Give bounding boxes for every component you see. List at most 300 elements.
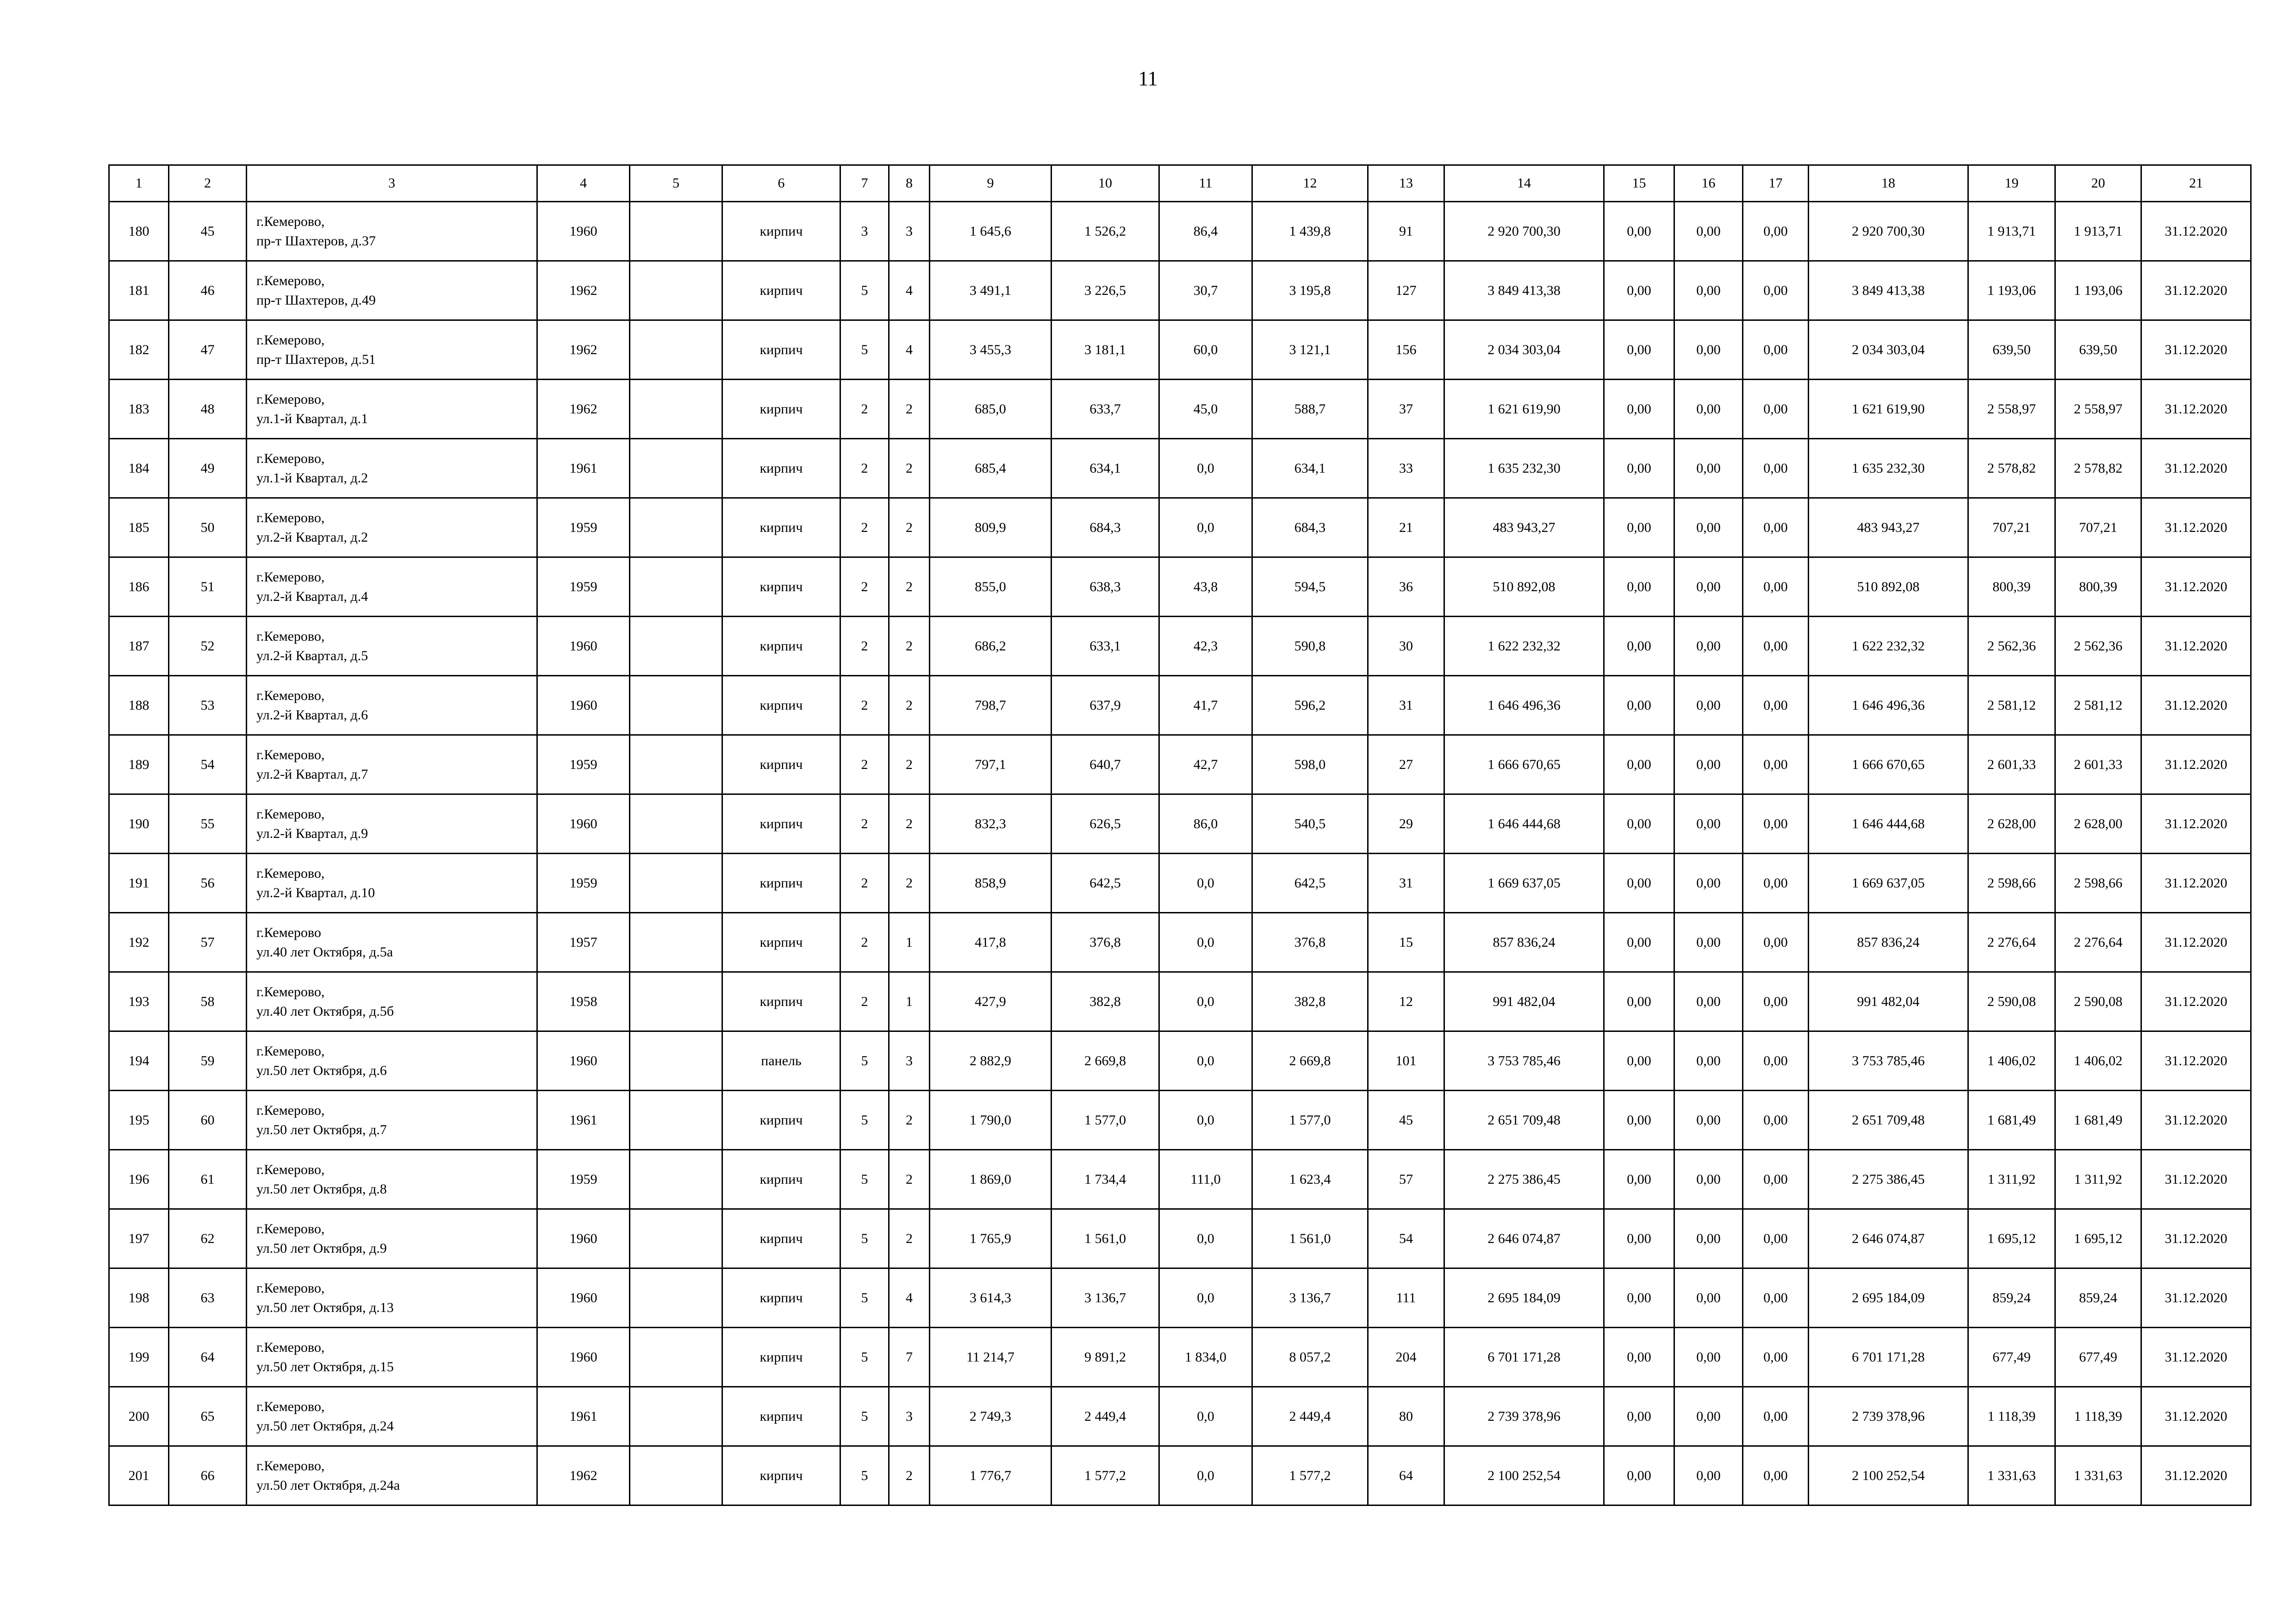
table-cell: 190	[109, 794, 169, 854]
table-cell: 809,9	[930, 498, 1052, 557]
table-cell: 2	[840, 854, 889, 913]
table-cell: 2 651 709,48	[1809, 1091, 1968, 1150]
table-cell: 0,00	[1674, 380, 1743, 439]
address-line: ул.50 лет Октября, д.6	[256, 1062, 387, 1078]
table-cell: 1 646 496,36	[1809, 676, 1968, 735]
table-row	[109, 557, 2251, 617]
table-cell: 37	[1368, 380, 1444, 439]
table-cell: 31.12.2020	[2141, 1387, 2251, 1446]
table-cell: 30	[1368, 617, 1444, 676]
table-cell: 1 406,02	[2055, 1031, 2141, 1091]
table-cell: 2	[840, 380, 889, 439]
table-cell: 0,00	[1604, 1446, 1674, 1505]
table-cell: 64	[169, 1328, 247, 1387]
table-cell: 0,00	[1743, 1209, 1809, 1268]
table-cell: 2	[889, 1150, 930, 1209]
table-cell: 590,8	[1252, 617, 1368, 676]
table-cell: 3 195,8	[1252, 261, 1368, 320]
table-cell: 634,1	[1052, 439, 1159, 498]
table-cell: 1959	[537, 498, 630, 557]
table-cell: 3	[889, 202, 930, 261]
table-cell: 686,2	[930, 617, 1052, 676]
table-cell: 0,00	[1674, 439, 1743, 498]
address-cell	[247, 1031, 537, 1091]
table-cell: 0,00	[1604, 972, 1674, 1031]
table-cell: 0,00	[1674, 557, 1743, 617]
table-cell: кирпич	[722, 1446, 840, 1505]
table-cell: 2	[840, 972, 889, 1031]
table-cell: 417,8	[930, 913, 1052, 972]
address-line: ул.50 лет Октября, д.24	[256, 1418, 394, 1434]
table-cell: 0,00	[1604, 854, 1674, 913]
table-cell: 0,00	[1604, 794, 1674, 854]
table-cell: 180	[109, 202, 169, 261]
table-cell: 197	[109, 1209, 169, 1268]
table-cell: 0,00	[1743, 676, 1809, 735]
table-cell: 0,00	[1674, 735, 1743, 794]
table-cell: 199	[109, 1328, 169, 1387]
table-cell: 187	[109, 617, 169, 676]
table-cell: 45,0	[1159, 380, 1252, 439]
table-cell: 3 136,7	[1052, 1268, 1159, 1328]
table-cell: 0,00	[1674, 913, 1743, 972]
address-cell	[247, 913, 537, 972]
table-cell: 0,00	[1604, 202, 1674, 261]
table-cell: 3 614,3	[930, 1268, 1052, 1328]
table-cell: 2	[889, 794, 930, 854]
column-header: 5	[630, 165, 722, 202]
table-cell: кирпич	[722, 320, 840, 380]
table-cell: 3 491,1	[930, 261, 1052, 320]
table-cell: 56	[169, 854, 247, 913]
address-line: г.Кемерово,	[256, 1221, 325, 1237]
table-cell: 0,00	[1743, 972, 1809, 1031]
table-cell: 42,7	[1159, 735, 1252, 794]
table-cell: 0,0	[1159, 1031, 1252, 1091]
table-cell: 200	[109, 1387, 169, 1446]
table-cell: 1 577,2	[1252, 1446, 1368, 1505]
table-cell: 382,8	[1252, 972, 1368, 1031]
table-cell: 1	[889, 972, 930, 1031]
address-cell	[247, 380, 537, 439]
table-cell: 642,5	[1052, 854, 1159, 913]
table-cell: 1 118,39	[2055, 1387, 2141, 1446]
table-cell: 427,9	[930, 972, 1052, 1031]
table-cell: 11 214,7	[930, 1328, 1052, 1387]
table-cell: 0,00	[1743, 794, 1809, 854]
table-cell: 798,7	[930, 676, 1052, 735]
column-header: 10	[1052, 165, 1159, 202]
table-cell: 2 034 303,04	[1809, 320, 1968, 380]
table-cell: 0,00	[1674, 1209, 1743, 1268]
table-cell: 1960	[537, 1209, 630, 1268]
table-cell: 31.12.2020	[2141, 854, 2251, 913]
table-cell: 1958	[537, 972, 630, 1031]
table-cell: 0,00	[1674, 320, 1743, 380]
table-cell: 5	[840, 1387, 889, 1446]
address-line: ул.2-й Квартал, д.10	[256, 885, 375, 900]
table-cell: 61	[169, 1150, 247, 1209]
table-cell: 634,1	[1252, 439, 1368, 498]
table-row	[109, 617, 2251, 676]
table-cell: 86,4	[1159, 202, 1252, 261]
table-cell: 111,0	[1159, 1150, 1252, 1209]
table-cell: 2 695 184,09	[1809, 1268, 1968, 1328]
table-cell: 2	[889, 498, 930, 557]
table-cell: 2 100 252,54	[1809, 1446, 1968, 1505]
table-cell: 1 577,0	[1252, 1091, 1368, 1150]
table-cell: 2 275 386,45	[1809, 1150, 1968, 1209]
table-cell: 7	[889, 1328, 930, 1387]
table-cell: 2 628,00	[1968, 794, 2055, 854]
column-header: 20	[2055, 165, 2141, 202]
table-cell	[630, 676, 722, 735]
column-header: 8	[889, 165, 930, 202]
table-cell: 204	[1368, 1328, 1444, 1387]
table-cell: 1 834,0	[1159, 1328, 1252, 1387]
table-cell: 31.12.2020	[2141, 1091, 2251, 1150]
column-header: 21	[2141, 165, 2251, 202]
address-cell	[247, 498, 537, 557]
address-cell	[247, 1209, 537, 1268]
table-cell: 5	[840, 1150, 889, 1209]
address-cell	[247, 202, 537, 261]
table-cell: кирпич	[722, 735, 840, 794]
table-cell: 31.12.2020	[2141, 1446, 2251, 1505]
table-cell: 0,0	[1159, 439, 1252, 498]
table-cell: 2 581,12	[1968, 676, 2055, 735]
table-cell: 0,00	[1674, 1268, 1743, 1328]
table-cell: 633,7	[1052, 380, 1159, 439]
table-cell: 2	[889, 557, 930, 617]
table-cell: 2	[889, 1209, 930, 1268]
table-cell: 6 701 171,28	[1809, 1328, 1968, 1387]
table-cell: 0,00	[1743, 557, 1809, 617]
table-cell: 194	[109, 1031, 169, 1091]
table-cell: 0,00	[1743, 1091, 1809, 1150]
address-cell	[247, 854, 537, 913]
table-cell: 0,00	[1743, 1150, 1809, 1209]
table-cell: 1957	[537, 913, 630, 972]
column-header: 7	[840, 165, 889, 202]
address-line: ул.50 лет Октября, д.7	[256, 1122, 387, 1137]
table-cell: 1 439,8	[1252, 202, 1368, 261]
table-cell: 2 695 184,09	[1444, 1268, 1604, 1328]
table-cell: кирпич	[722, 617, 840, 676]
table-cell: 2 578,82	[2055, 439, 2141, 498]
table-cell: 1 645,6	[930, 202, 1052, 261]
table-cell: 800,39	[1968, 557, 2055, 617]
table-cell: 196	[109, 1150, 169, 1209]
table-cell: 0,00	[1743, 380, 1809, 439]
table-cell: 707,21	[1968, 498, 2055, 557]
address-line: г.Кемерово,	[256, 984, 325, 999]
table-cell: 65	[169, 1387, 247, 1446]
table-cell: 1	[889, 913, 930, 972]
table-cell: кирпич	[722, 498, 840, 557]
table-cell: 1 561,0	[1052, 1209, 1159, 1268]
table-cell: 64	[1368, 1446, 1444, 1505]
table-cell: 52	[169, 617, 247, 676]
address-line: г.Кемерово,	[256, 1043, 325, 1059]
table-cell: 36	[1368, 557, 1444, 617]
table-cell: 0,00	[1604, 1387, 1674, 1446]
address-cell	[247, 1268, 537, 1328]
table-row	[109, 854, 2251, 913]
table-cell: 31	[1368, 676, 1444, 735]
address-cell	[247, 261, 537, 320]
table-cell: 639,50	[1968, 320, 2055, 380]
table-cell: 4	[889, 261, 930, 320]
table-cell: кирпич	[722, 202, 840, 261]
table-cell: 859,24	[2055, 1268, 2141, 1328]
table-cell: 5	[840, 320, 889, 380]
table-cell: 2 581,12	[2055, 676, 2141, 735]
address-cell	[247, 735, 537, 794]
table-cell: 2	[889, 735, 930, 794]
table-cell: 0,0	[1159, 1446, 1252, 1505]
table-cell: 2 578,82	[1968, 439, 2055, 498]
table-cell: 637,9	[1052, 676, 1159, 735]
table-cell: 1961	[537, 439, 630, 498]
table-cell	[630, 1150, 722, 1209]
table-cell: 1 635 232,30	[1809, 439, 1968, 498]
table-cell: 62	[169, 1209, 247, 1268]
table-cell: 2	[889, 380, 930, 439]
table-cell: 198	[109, 1268, 169, 1328]
table-cell	[630, 794, 722, 854]
table-cell	[630, 557, 722, 617]
table-cell: 0,00	[1604, 1328, 1674, 1387]
address-cell	[247, 972, 537, 1031]
table-cell: 27	[1368, 735, 1444, 794]
table-cell: кирпич	[722, 261, 840, 320]
table-cell: 31.12.2020	[2141, 794, 2251, 854]
table-cell: 685,4	[930, 439, 1052, 498]
table-cell: кирпич	[722, 1387, 840, 1446]
table-cell: 1960	[537, 1328, 630, 1387]
table-cell: 640,7	[1052, 735, 1159, 794]
column-header: 13	[1368, 165, 1444, 202]
table-cell: 53	[169, 676, 247, 735]
table-cell: 0,00	[1674, 854, 1743, 913]
table-cell: 5	[840, 1328, 889, 1387]
table-cell: 5	[840, 1031, 889, 1091]
table-cell: 2 669,8	[1252, 1031, 1368, 1091]
column-header: 2	[169, 165, 247, 202]
table-cell: 189	[109, 735, 169, 794]
address-line: г.Кемерово,	[256, 806, 325, 822]
table-cell: 0,0	[1159, 972, 1252, 1031]
table-cell: 483 943,27	[1444, 498, 1604, 557]
table-cell: кирпич	[722, 1268, 840, 1328]
table-cell: 2	[840, 498, 889, 557]
table-cell: 31.12.2020	[2141, 735, 2251, 794]
table-cell: 2 276,64	[1968, 913, 2055, 972]
table-cell: 0,00	[1674, 1150, 1743, 1209]
table-cell: 0,00	[1674, 1328, 1743, 1387]
table-row	[109, 1268, 2251, 1328]
table-cell: 48	[169, 380, 247, 439]
address-cell	[247, 676, 537, 735]
table-cell: 0,00	[1674, 676, 1743, 735]
table-cell: 0,00	[1674, 498, 1743, 557]
table-cell: 5	[840, 1091, 889, 1150]
table-cell	[630, 1328, 722, 1387]
address-line: г.Кемерово,	[256, 687, 325, 703]
table-cell: 2	[889, 617, 930, 676]
table-cell: 3 849 413,38	[1444, 261, 1604, 320]
table-cell: 2 598,66	[1968, 854, 2055, 913]
table-cell: 60,0	[1159, 320, 1252, 380]
table-cell: 1959	[537, 735, 630, 794]
table-cell: 0,00	[1743, 1387, 1809, 1446]
table-cell: 1 669 637,05	[1809, 854, 1968, 913]
table-cell: 2 920 700,30	[1444, 202, 1604, 261]
table-cell: 0,00	[1674, 261, 1743, 320]
table-cell: 1 666 670,65	[1444, 735, 1604, 794]
table-cell: 707,21	[2055, 498, 2141, 557]
table-cell: кирпич	[722, 1091, 840, 1150]
address-line: ул.2-й Квартал, д.7	[256, 766, 368, 782]
table-cell: 2 449,4	[1052, 1387, 1159, 1446]
table-cell: 1 621 619,90	[1809, 380, 1968, 439]
address-line: ул.50 лет Октября, д.9	[256, 1240, 387, 1256]
table-row	[109, 380, 2251, 439]
address-line: г.Кемерово,	[256, 1339, 325, 1355]
table-cell: 181	[109, 261, 169, 320]
table-body	[109, 165, 2251, 1505]
column-header: 12	[1252, 165, 1368, 202]
table-cell: 201	[109, 1446, 169, 1505]
table-cell: 3	[840, 202, 889, 261]
column-header: 1	[109, 165, 169, 202]
table-cell: 31.12.2020	[2141, 913, 2251, 972]
table-row	[109, 261, 2251, 320]
table-cell: 2 601,33	[2055, 735, 2141, 794]
table-row	[109, 794, 2251, 854]
table-cell: 2 590,08	[2055, 972, 2141, 1031]
column-header: 17	[1743, 165, 1809, 202]
table-cell: 0,00	[1604, 380, 1674, 439]
table-cell: 0,0	[1159, 498, 1252, 557]
table-cell: 2 449,4	[1252, 1387, 1368, 1446]
table-cell: 832,3	[930, 794, 1052, 854]
table-row	[109, 320, 2251, 380]
table-cell: 1 622 232,32	[1809, 617, 1968, 676]
table-cell: 33	[1368, 439, 1444, 498]
table-row	[109, 676, 2251, 735]
table-cell: 1 695,12	[2055, 1209, 2141, 1268]
table-cell: 9 891,2	[1052, 1328, 1159, 1387]
table-cell: 1 561,0	[1252, 1209, 1368, 1268]
table-cell: 1 666 670,65	[1809, 735, 1968, 794]
table-cell: 0,00	[1743, 498, 1809, 557]
table-cell: 1 695,12	[1968, 1209, 2055, 1268]
table-row	[109, 972, 2251, 1031]
table-cell: 0,00	[1604, 439, 1674, 498]
table-cell: панель	[722, 1031, 840, 1091]
table-cell: 0,00	[1604, 557, 1674, 617]
housing-register-table	[108, 164, 2252, 1506]
table-cell: 684,3	[1252, 498, 1368, 557]
table-cell: 5	[840, 1268, 889, 1328]
table-cell: 1 869,0	[930, 1150, 1052, 1209]
table-cell	[630, 1268, 722, 1328]
table-cell: 51	[169, 557, 247, 617]
table-cell: 2 558,97	[2055, 380, 2141, 439]
table-cell: 991 482,04	[1444, 972, 1604, 1031]
column-header: 11	[1159, 165, 1252, 202]
table-cell: 1 681,49	[1968, 1091, 2055, 1150]
table-cell: 31.12.2020	[2141, 202, 2251, 261]
table-cell: 0,0	[1159, 913, 1252, 972]
address-line: г.Кемерово,	[256, 450, 325, 466]
table-cell: 0,00	[1604, 1091, 1674, 1150]
table-cell: 0,00	[1674, 1387, 1743, 1446]
column-header: 9	[930, 165, 1052, 202]
table-cell: 66	[169, 1446, 247, 1505]
table-cell: 42,3	[1159, 617, 1252, 676]
address-line: ул.1-й Квартал, д.2	[256, 470, 368, 486]
table-cell: 1962	[537, 320, 630, 380]
address-line: г.Кемерово	[256, 924, 321, 940]
address-line: г.Кемерово,	[256, 1280, 325, 1296]
address-line: ул.2-й Квартал, д.2	[256, 529, 368, 545]
table-cell: 47	[169, 320, 247, 380]
address-line: г.Кемерово,	[256, 332, 325, 348]
table-cell: 1960	[537, 617, 630, 676]
table-cell: 191	[109, 854, 169, 913]
table-cell: 1 193,06	[1968, 261, 2055, 320]
table-cell: 596,2	[1252, 676, 1368, 735]
table-cell: 1959	[537, 854, 630, 913]
table-cell: 2 646 074,87	[1444, 1209, 1604, 1268]
table-cell: 0,0	[1159, 854, 1252, 913]
table-row	[109, 913, 2251, 972]
table-cell: 2	[889, 854, 930, 913]
table-cell	[630, 380, 722, 439]
table-cell: 2 598,66	[2055, 854, 2141, 913]
table-cell: 31.12.2020	[2141, 972, 2251, 1031]
table-cell: 800,39	[2055, 557, 2141, 617]
table-cell: 0,00	[1743, 1446, 1809, 1505]
table-row	[109, 1446, 2251, 1505]
table-cell: 2	[889, 1446, 930, 1505]
table-cell: 1 646 496,36	[1444, 676, 1604, 735]
table-cell: 3	[889, 1387, 930, 1446]
table-cell: 2	[840, 439, 889, 498]
address-line: ул.50 лет Октября, д.13	[256, 1299, 394, 1315]
address-line: г.Кемерово,	[256, 569, 325, 585]
table-cell: 30,7	[1159, 261, 1252, 320]
table-cell	[630, 439, 722, 498]
table-cell: 857 836,24	[1444, 913, 1604, 972]
column-header: 16	[1674, 165, 1743, 202]
column-header: 14	[1444, 165, 1604, 202]
table-cell: 858,9	[930, 854, 1052, 913]
table-cell: 376,8	[1052, 913, 1159, 972]
table-cell: 2	[840, 676, 889, 735]
table-cell: 188	[109, 676, 169, 735]
table-cell: 540,5	[1252, 794, 1368, 854]
table-cell: 1960	[537, 676, 630, 735]
address-cell	[247, 1328, 537, 1387]
table-cell: 1 621 619,90	[1444, 380, 1604, 439]
table-cell: кирпич	[722, 439, 840, 498]
address-line: г.Кемерово,	[256, 1399, 325, 1414]
table-cell: кирпич	[722, 380, 840, 439]
